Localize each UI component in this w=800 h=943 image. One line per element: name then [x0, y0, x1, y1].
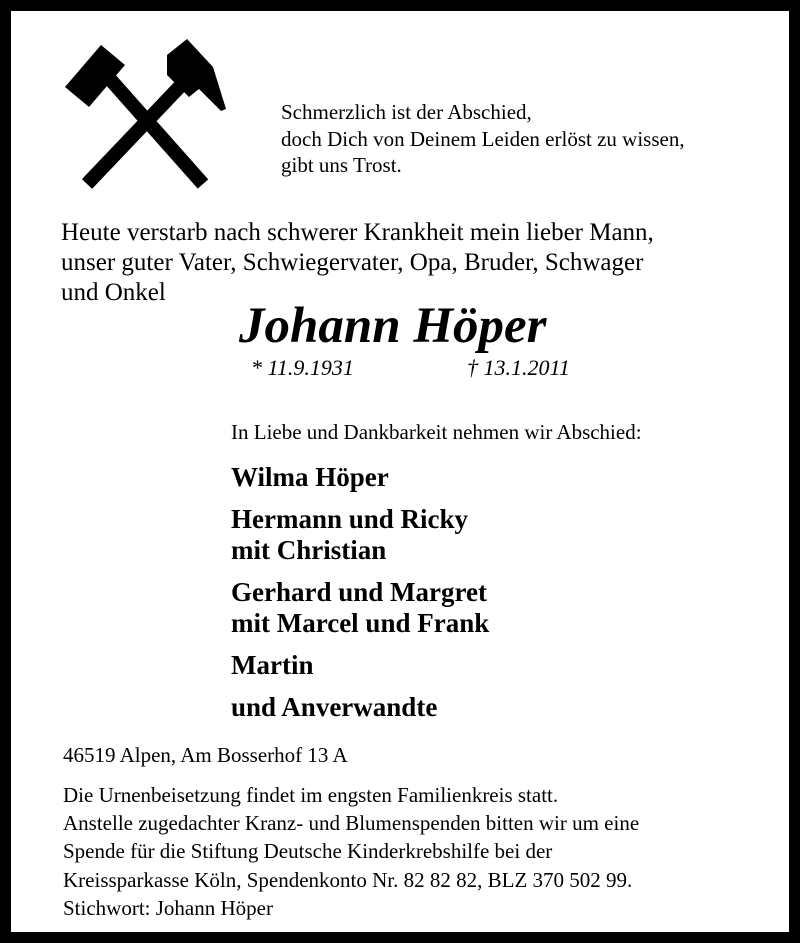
mourners-list: [231, 462, 489, 734]
hammer-and-pick-icon: [63, 37, 229, 193]
mourner-line: Wilma Höper: [231, 462, 389, 492]
mourner-entry: [231, 504, 489, 566]
mourner-entry: [231, 692, 489, 723]
mourner-entry: [231, 650, 489, 681]
mourner-line: Martin: [231, 650, 314, 680]
motto-line: gibt uns Trost.: [281, 153, 402, 177]
motto-verse: [281, 99, 685, 179]
farewell-line: In Liebe und Dankbarkeit nehmen wir Abschied:: [231, 420, 642, 444]
notice-line: Die Urnenbeisetzung findet im engsten Familienkreis statt.: [63, 783, 559, 807]
mourner-line: Gerhard und Margret: [231, 577, 487, 607]
announcement-line: unser guter Vater, Schwiegervater, Opa, Bruder, Schwager: [61, 249, 644, 276]
notice-line: Spende für die Stiftung Deutsche Kinderkrebshilfe bei der: [63, 839, 553, 864]
mourner-line: mit Christian: [231, 535, 387, 565]
mourner-entry: [231, 462, 489, 493]
mourner-line: und Anverwandte: [231, 692, 438, 722]
announcement-line: und Onkel: [61, 279, 166, 306]
mourner-entry: [231, 577, 489, 639]
deceased-name: Johann Höper: [239, 298, 547, 354]
funeral-notice: [63, 781, 639, 922]
mourner-line: mit Marcel und Frank: [231, 608, 490, 638]
birth-date: * 11.9.1931: [251, 355, 354, 380]
family-address: 46519 Alpen, Am Bosserhof 13 A: [63, 743, 348, 767]
notice-line: Anstelle zugedachter Kranz- und Blumenspenden bitten wir um eine: [63, 811, 640, 836]
notice-line: Kreissparkasse Köln, Spendenkonto Nr. 82 82 82, BLZ 370 502 99.: [63, 867, 633, 892]
announcement-line: Heute verstarb nach schwerer Krankheit mein lieber Mann,: [61, 219, 654, 246]
motto-line: Schmerzlich ist der Abschied,: [281, 100, 532, 124]
motto-line: doch Dich von Deinem Leiden erlöst zu wissen,: [281, 126, 685, 151]
notice-line: Stichwort: Johann Höper: [63, 895, 273, 920]
mourner-line: Hermann und Ricky: [231, 504, 469, 534]
death-date: † 13.1.2011: [467, 355, 570, 380]
